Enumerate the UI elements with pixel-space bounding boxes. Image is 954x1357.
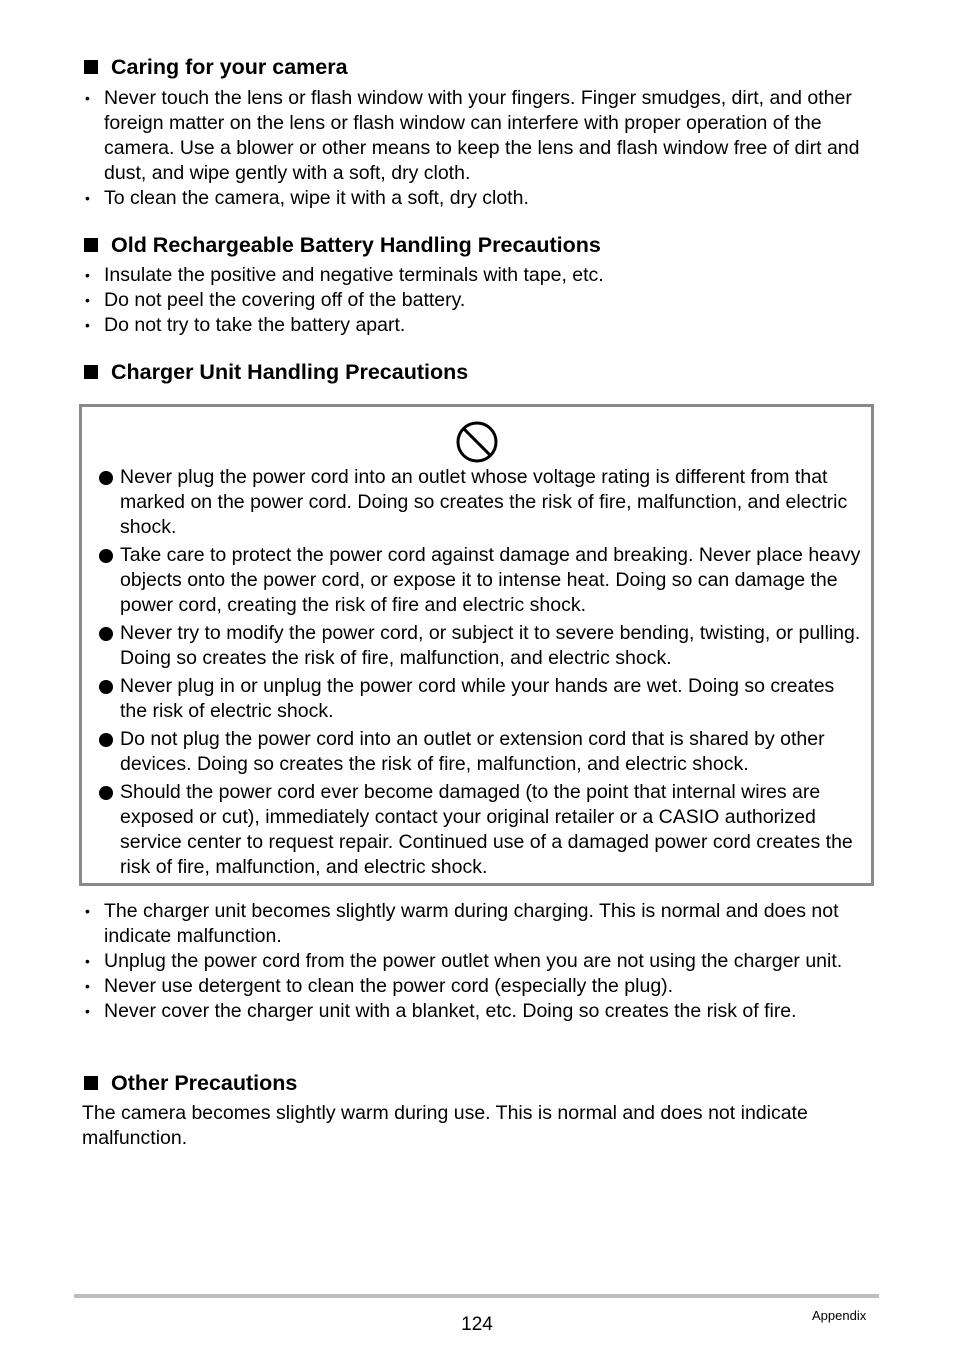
- square-bullet-icon: [84, 365, 98, 379]
- circle-bullet-icon: [99, 627, 113, 641]
- battery-list: [82, 263, 882, 338]
- square-bullet-icon: [84, 1076, 98, 1090]
- bullet-dot-icon: •: [85, 90, 90, 106]
- bullet-dot-icon: •: [85, 317, 90, 333]
- list-item: • Unplug the power cord from the power outlet when you are not using the charger unit.: [85, 950, 843, 972]
- warning-list: [96, 465, 866, 883]
- list-item: • Never use detergent to clean the power cord (especially the plug).: [85, 975, 674, 997]
- warning-item: Do not plug the power cord into an outlet or extension cord that is shared by other devices. Doing so creates the risk of fire, malfunction, and electric shock.: [96, 727, 866, 777]
- warning-item: Should the power cord ever become damaged (to the point that internal wires are exposed or cut), immediately contact your original retailer or a CASIO authorized service center to request repair. Continued use of a damaged power cord creates the risk of fire, malfunction, and electric shock.: [96, 780, 866, 880]
- circle-bullet-icon: [99, 786, 113, 800]
- circle-bullet-icon: [99, 549, 113, 563]
- bullet-dot-icon: •: [85, 267, 90, 283]
- warning-item: Take care to protect the power cord against damage and breaking. Never place heavy objects onto the power cord, or expose it to intense heat. Doing so can damage the power cord, creating the risk of fire and electric shock.: [96, 543, 866, 618]
- bullet-dot-icon: •: [85, 292, 90, 308]
- warning-item: Never plug the power cord into an outlet whose voltage rating is different from that marked on the power cord. Doing so creates the risk of fire, malfunction, and electric shock.: [96, 465, 866, 540]
- square-bullet-icon: [84, 60, 98, 74]
- warning-item: Never try to modify the power cord, or subject it to severe bending, twisting, or pulling. Doing so creates the risk of fire, malfunction, and electric shock.: [96, 621, 866, 671]
- section-heading-battery: [84, 232, 601, 258]
- square-bullet-icon: [84, 238, 98, 252]
- bullet-dot-icon: •: [85, 953, 90, 969]
- footer-divider: [74, 1294, 879, 1298]
- page-number: 124: [461, 1314, 493, 1335]
- list-item: • To clean the camera, wipe it with a soft, dry cloth.: [85, 187, 529, 209]
- section-title: Other Precautions: [111, 1071, 298, 1095]
- section-title: Old Rechargeable Battery Handling Precautions: [111, 233, 601, 257]
- section-heading-charger: [84, 359, 468, 385]
- list-item: • Never touch the lens or flash window with your fingers. Finger smudges, dirt, and other foreign matter on the lens or flash window can interfere with proper operation of the camera. Use a blower or other means to keep the lens and flash window free of dirt and dust, and wipe gently with a soft, dry cloth.: [85, 87, 860, 184]
- list-item: • The charger unit becomes slightly warm during charging. This is normal and does not indicate malfunction.: [85, 900, 839, 947]
- prohibition-icon: [456, 421, 498, 463]
- caring-list: [82, 86, 882, 211]
- list-item: • Insulate the positive and negative terminals with tape, etc.: [85, 264, 604, 286]
- section-title: Caring for your camera: [111, 55, 348, 79]
- section-heading-caring: [84, 54, 348, 80]
- list-item: • Do not peel the covering off of the battery.: [85, 289, 466, 311]
- warning-item: Never plug in or unplug the power cord while your hands are wet. Doing so creates the risk of electric shock.: [96, 674, 866, 724]
- bullet-dot-icon: •: [85, 1003, 90, 1019]
- section-heading-other: [84, 1070, 297, 1096]
- list-item: • Never cover the charger unit with a blanket, etc. Doing so creates the risk of fire.: [85, 1000, 797, 1022]
- bullet-dot-icon: •: [85, 978, 90, 994]
- section-title: Charger Unit Handling Precautions: [111, 360, 469, 384]
- list-item: • Do not try to take the battery apart.: [85, 314, 406, 336]
- circle-bullet-icon: [99, 680, 113, 694]
- footer-section-label: Appendix: [812, 1308, 867, 1323]
- other-paragraph: The camera becomes slightly warm during use. This is normal and does not indicate malfunction.: [82, 1102, 808, 1149]
- bullet-dot-icon: •: [85, 903, 90, 919]
- circle-bullet-icon: [99, 733, 113, 747]
- warning-box: [79, 404, 874, 886]
- charger-list: [82, 899, 882, 1024]
- bullet-dot-icon: •: [85, 190, 90, 206]
- circle-bullet-icon: [99, 471, 113, 485]
